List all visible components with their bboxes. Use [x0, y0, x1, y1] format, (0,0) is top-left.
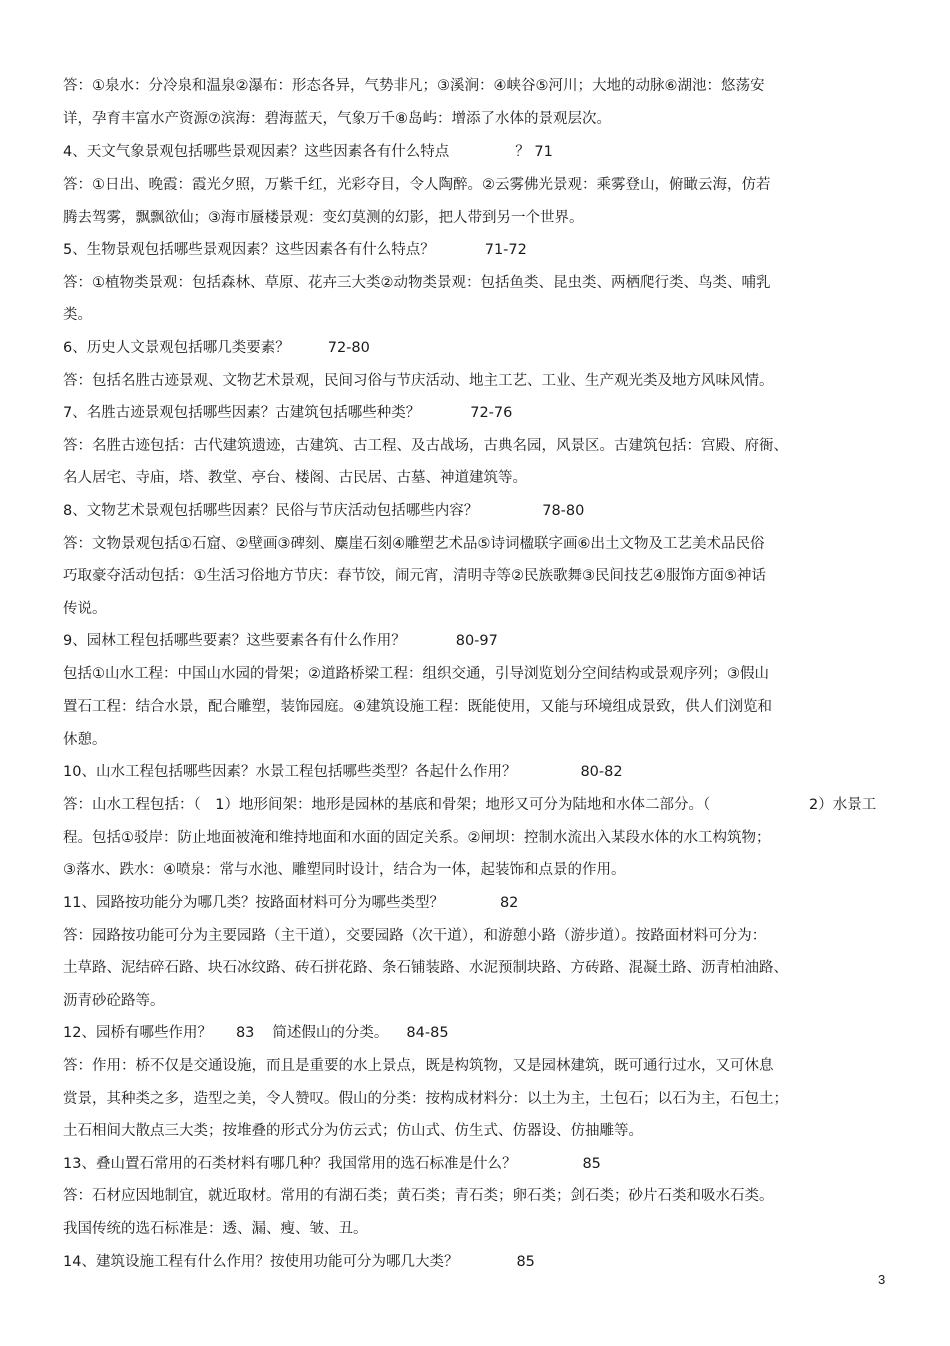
text-line: 土草路、泥结碎石路、块石冰纹路、砖石拼花路、条石铺装路、水泥预制块路、方砖路、混凝土路、沥青柏油路、 — [63, 960, 788, 976]
question-text: 4、天文气象景观包括哪些景观因素？这些因素各有什么特点 — [63, 144, 450, 160]
text-line: 休憩。 — [63, 732, 107, 748]
page-reference: 80-97 — [455, 633, 498, 649]
question-text: 12、园桥有哪些作用？ — [63, 1025, 212, 1041]
question-text: 10、山水工程包括哪些因素？水景工程包括哪些类型？各起什么作用？ — [63, 764, 517, 780]
text-line: 巧取豪夺活动包括：①生活习俗地方节庆：春节饺，闹元宵，清明寺等②民族歌舞③民间技艺④服饰方面⑤神话 — [63, 568, 766, 584]
question-heading — [63, 240, 527, 260]
question-text: 5、生物景观包括哪些景观因素？这些因素各有什么特点？ — [63, 242, 435, 258]
question-heading — [63, 762, 623, 782]
text-line: 答：文物景观包括①石窟、②壁画③碑刻、麋崖石刻④雕塑艺术品⑤诗词楹联字画⑥出土文物及工艺美术品民俗 — [63, 536, 765, 552]
question-text: 7、名胜古迹景观包括哪些因素？古建筑包括哪些种类？ — [63, 405, 421, 421]
text-line: 答：①泉水：分冷泉和温泉②瀑布：形态各异，气势非凡；③溪涧：④峡谷⑤河川；大地的动脉⑥湖池：悠荡安 — [63, 78, 765, 94]
question-heading — [63, 338, 370, 358]
question-heading — [63, 501, 584, 521]
page-reference: 83 — [235, 1025, 255, 1041]
text-line: 类。 — [63, 307, 92, 323]
text-line: 答：①日出、晚霞：霞光夕照，万紫千红，光彩夺目，令人陶醉。②云雾佛光景观：乘雾登山，俯瞰云海，仿若 — [63, 177, 771, 193]
text-line: 名人居宅、寺庙，塔、教堂、亭台、楼阁、古民居、古墓、神道建筑等。 — [63, 470, 527, 486]
question-text: 11、园路按功能分为哪几类？按路面材料可分为哪些类型？ — [63, 895, 444, 911]
text-line: 腾去驾雾，飘飘欲仙；③海市蜃楼景观：变幻莫测的幻影，把人带到另一个世界。 — [63, 210, 584, 226]
question-heading — [63, 1252, 535, 1272]
text-line: 赏景，其种类之多，造型之美，令人赞叹。假山的分类：按构成材料分：以土为主，土包石；以石为主，石包土； — [63, 1091, 788, 1107]
page-reference: 72-76 — [470, 405, 513, 421]
page-reference: 84-85 — [406, 1025, 449, 1041]
text-line: 答：园路按功能可分为主要园路（主干道），交要园路（次干道），和游憩小路（游步道）。按路面材料可分为： — [63, 928, 767, 944]
text-line: 置石工程：结合水景，配合雕塑，装饰园庭。④建筑设施工程：既能使用，又能与环境组成景致，供人们浏览和 — [63, 699, 772, 715]
question-text: 简述假山的分类。 — [272, 1025, 389, 1041]
text-line: 我国传统的选石标准是：透、漏、瘦、皱、丑。 — [63, 1221, 368, 1237]
text-line: 答：名胜古迹包括：古代建筑遗迹，古建筑、古工程、及古战场，古典名园，风景区。古建筑包括：宫殿、府衙、 — [63, 438, 788, 454]
page-reference: 82 — [499, 895, 519, 911]
question-heading — [63, 1023, 449, 1043]
text-line: 详，孕育丰富水产资源⑦滨海：碧海蓝天，气象万千⑧岛屿：增添了水体的景观层次。 — [63, 111, 611, 127]
text-line: 答：石材应因地制宜，就近取材。常用的有湖石类；黄石类；青石类；卵石类；剑石类；砂片石类和吸水石类。 — [63, 1188, 774, 1204]
question-heading — [63, 1154, 601, 1174]
text-line: 沥青砂砼路等。 — [63, 993, 165, 1009]
text-line: 答：作用：桥不仅是交通设施，而且是重要的水上景点，既是构筑物，又是园林建筑，既可通行过水，又可休息 — [63, 1058, 774, 1074]
question-heading — [63, 403, 512, 423]
question-heading — [63, 142, 553, 162]
answer-text: 答：山水工程包括：（ 1）地形间架：地形是园林的基底和骨架；地形又可分为陆地和水体二部分。（ — [63, 797, 711, 813]
page-reference: 80-82 — [580, 764, 623, 780]
question-text: 8、文物艺术景观包括哪些因素？民俗与节庆活动包括哪些内容？ — [63, 503, 479, 519]
page-reference: 85 — [516, 1254, 535, 1270]
text-line: 程。包括①驳岸：防止地面被淹和维持地面和水面的固定关系。②闸坝：控制水流出入某段水体的水工构筑物； — [63, 830, 771, 846]
page-reference: 72-80 — [327, 340, 370, 356]
question-heading — [63, 893, 518, 913]
text-line: 包括①山水工程：中国山水园的骨架；②道路桥梁工程：组织交通，引导浏览划分空间结构或景观序列；③假山 — [63, 666, 769, 682]
page-reference: 78-80 — [542, 503, 585, 519]
text-line — [63, 795, 877, 815]
page-number: 3 — [878, 1272, 886, 1287]
question-text: 13、叠山置石常用的石类材料有哪几种？我国常用的选石标准是什么？ — [63, 1156, 517, 1172]
text-line: 答：①植物类景观：包括森林、草原、花卉三大类②动物类景观：包括鱼类、昆虫类、两栖爬行类、鸟类、哺乳 — [63, 275, 771, 291]
page-reference: 85 — [582, 1156, 601, 1172]
question-text: 14、建筑设施工程有什么作用？按使用功能可分为哪几大类？ — [63, 1254, 459, 1270]
continuation-text: 2）水景工 — [809, 797, 877, 813]
text-line: ③落水、跌水：④喷泉：常与水池、雕塑同时设计，结合为一体，起装饰和点景的作用。 — [63, 862, 626, 878]
question-heading — [63, 631, 498, 651]
text-line: 传说。 — [63, 601, 107, 617]
text-line: 土石相间大散点三大类；按堆叠的形式分为仿云式；仿山式、仿生式、仿器设、仿抽雕等。 — [63, 1123, 643, 1139]
question-text: 6、历史人文景观包括哪几类要素？ — [63, 340, 290, 356]
page-reference: 71-72 — [484, 242, 527, 258]
page-reference: ？ 71 — [515, 144, 553, 160]
text-line: 答：包括名胜古迹景观、文物艺术景观，民间习俗与节庆活动、地主工艺、工业、生产观光类及地方风味风情。 — [63, 373, 774, 389]
question-text: 9、园林工程包括哪些要素？这些要素各有什么作用？ — [63, 633, 406, 649]
